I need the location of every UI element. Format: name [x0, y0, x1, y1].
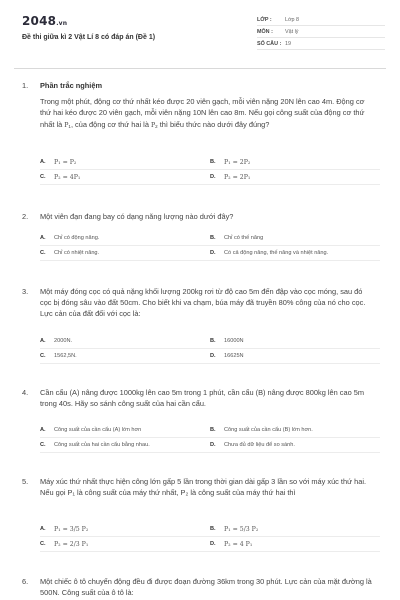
option-b[interactable]	[210, 235, 380, 241]
question-5	[22, 476, 374, 498]
option-letter: B.	[210, 427, 216, 433]
p1-symbol: P	[64, 121, 69, 129]
question-4	[22, 387, 374, 409]
meta-row-count	[257, 38, 385, 50]
option-letter: C.	[40, 541, 46, 547]
question-text	[40, 96, 374, 132]
question-number: 3.	[22, 287, 29, 296]
option-text: P₂ = 2P₁	[224, 173, 251, 181]
option-text: P₁ = 2P₂	[224, 158, 251, 166]
p2-subscript: 2	[155, 123, 158, 129]
question-number: 4.	[22, 388, 29, 397]
option-text: Chỉ có nhiệt năng.	[54, 250, 100, 256]
option-letter: B.	[210, 338, 216, 344]
option-row	[40, 537, 380, 552]
meta-value: 19	[285, 40, 291, 47]
option-b[interactable]	[210, 338, 380, 344]
question-6	[22, 576, 374, 598]
option-text: P₂ = 4 P₁	[224, 540, 253, 548]
option-text: P₁ = 3/5 P₂	[54, 525, 89, 533]
question-text: Một máy đóng cọc có quả nặng khối lượng 200kg rơi từ độ cao 5m đến đập vào cọc móng, sau đó cọc bị đóng sâu vào đất 50cm. Cho biết khi va chạm, búa máy đã truyền 80% công của nó cho cọc. Lực cản của đất đối với cọc là:	[40, 287, 366, 319]
option-a[interactable]	[40, 159, 210, 166]
question-1	[22, 80, 374, 132]
option-letter: A.	[40, 338, 46, 344]
option-text: 16000N	[224, 338, 244, 344]
logo-suffix: .vn	[56, 20, 68, 27]
option-text: Công suất của cần cẩu (A) lớn hơn	[54, 427, 142, 433]
option-letter: A.	[40, 235, 46, 241]
option-letter: C.	[40, 174, 46, 180]
option-row	[40, 231, 380, 246]
option-letter: C.	[40, 442, 46, 448]
meta-label: SỐ CÂU :	[257, 40, 282, 47]
header-divider	[14, 68, 386, 69]
option-letter: C.	[40, 250, 46, 256]
options-q1	[40, 155, 380, 185]
option-row	[40, 170, 380, 185]
exam-meta	[257, 14, 385, 50]
meta-value: Vật lý	[285, 28, 299, 35]
question-number: 1.	[22, 81, 29, 90]
logo-main: 2048	[22, 14, 57, 28]
option-text: Công suất của hai cần cẩu bằng nhau.	[54, 442, 150, 448]
option-row	[40, 155, 380, 170]
text-part: thì biểu thức nào dưới đây đúng?	[157, 119, 270, 129]
option-row	[40, 438, 380, 453]
option-a[interactable]	[40, 235, 210, 241]
option-letter: A.	[40, 526, 46, 532]
option-text: P₁ = 5/3 P₂	[224, 525, 259, 533]
question-text: Một chiếc ô tô chuyển động đều đi được đoạn đường 36km trong 30 phút. Lực cản của mặt đường là 500N. Công suất của ô tô là:	[40, 577, 372, 598]
meta-row-subject	[257, 26, 385, 38]
option-c[interactable]	[40, 174, 210, 181]
option-letter: A.	[40, 159, 46, 165]
option-row	[40, 334, 380, 349]
option-a[interactable]	[40, 427, 210, 433]
option-text: Công suất của cần cẩu (B) lớn hơn.	[224, 427, 313, 433]
text-part: Trong một phút, động cơ thứ nhất kéo được 20 viên gạch, mỗi viên nặng 20N lên cao 4m. Động cơ thứ hai kéo được 20 viên gạch, mỗi viên nặng 10N lên cao 8m. Nếu gọi công suất của động cơ thứ nhất là	[40, 97, 365, 129]
question-text: Cần cẩu (A) nâng được 1000kg lên cao 5m trong 1 phút, cần cẩu (B) nâng được 800kg lên cao 5m trong 40s. Hãy so sánh công suất của hai cần cẩu.	[40, 388, 365, 409]
question-number: 2.	[22, 212, 29, 221]
option-row	[40, 246, 380, 261]
exam-title: Đề thi giữa kì 2 Vật Lí 8 có đáp án (Đề 1)	[22, 34, 156, 41]
option-row	[40, 423, 380, 438]
meta-label: LỚP :	[257, 16, 272, 23]
option-b[interactable]	[210, 159, 380, 166]
meta-row-class	[257, 14, 385, 26]
question-number: 5.	[22, 477, 29, 486]
option-text: Chỉ có thế năng	[224, 235, 264, 241]
option-c[interactable]	[40, 250, 210, 256]
question-3	[22, 286, 374, 320]
option-text: Chưa đủ dữ liệu để so sánh.	[224, 442, 295, 448]
option-row	[40, 522, 380, 537]
option-c[interactable]	[40, 541, 210, 548]
question-text: Máy xúc thứ nhất thực hiện công lớn gấp 5 lần trong thời gian dài gấp 3 lần so với máy xúc thứ hai. Nếu gọi P₁ là công suất của máy thứ nhất, P₂ là công suất của máy thứ hai thì	[40, 477, 367, 498]
option-text: 2000N.	[54, 338, 73, 344]
option-d[interactable]	[210, 174, 380, 181]
question-text: Một viên đạn đang bay có dạng năng lượng nào dưới đây?	[40, 212, 234, 221]
option-text: P₁ = P₂	[54, 158, 77, 166]
option-c[interactable]	[40, 442, 210, 448]
option-text: 1562,5N.	[54, 353, 77, 359]
option-text: Chỉ có động năng.	[54, 235, 100, 241]
option-d[interactable]	[210, 442, 380, 448]
option-d[interactable]	[210, 353, 380, 359]
option-text: P₂ = 2/3 P₁	[54, 540, 89, 548]
option-row	[40, 349, 380, 364]
option-text: P₂ = 4P₁	[54, 173, 81, 181]
option-letter: D.	[210, 250, 216, 256]
option-letter: D.	[210, 353, 216, 359]
option-letter: B.	[210, 159, 216, 165]
option-letter: A.	[40, 427, 46, 433]
question-2	[22, 211, 374, 222]
option-letter: C.	[40, 353, 46, 359]
meta-label: MÔN :	[257, 28, 273, 35]
options-q3	[40, 334, 380, 364]
site-logo[interactable]	[22, 14, 67, 28]
options-q4	[40, 423, 380, 453]
section-title: Phần trắc nghiệm	[40, 81, 103, 90]
p1-subscript: 1	[68, 123, 71, 129]
option-c[interactable]	[40, 353, 210, 359]
question-number: 6.	[22, 577, 29, 586]
p2-symbol: P	[151, 121, 156, 129]
option-letter: D.	[210, 442, 216, 448]
option-d[interactable]	[210, 250, 380, 256]
meta-value: Lớp 8	[285, 16, 300, 23]
option-text: Có cả động năng, thế năng và nhiệt năng.	[224, 250, 329, 256]
option-letter: B.	[210, 235, 216, 241]
option-letter: D.	[210, 174, 216, 180]
option-d[interactable]	[210, 541, 380, 548]
option-b[interactable]	[210, 427, 380, 433]
text-part: , của động cơ thứ hai là	[70, 119, 151, 129]
option-b[interactable]	[210, 526, 380, 533]
option-a[interactable]	[40, 526, 210, 533]
option-letter: D.	[210, 541, 216, 547]
option-text: 16625N	[224, 353, 244, 359]
option-letter: B.	[210, 526, 216, 532]
option-a[interactable]	[40, 338, 210, 344]
options-q2	[40, 231, 380, 261]
options-q5	[40, 522, 380, 552]
